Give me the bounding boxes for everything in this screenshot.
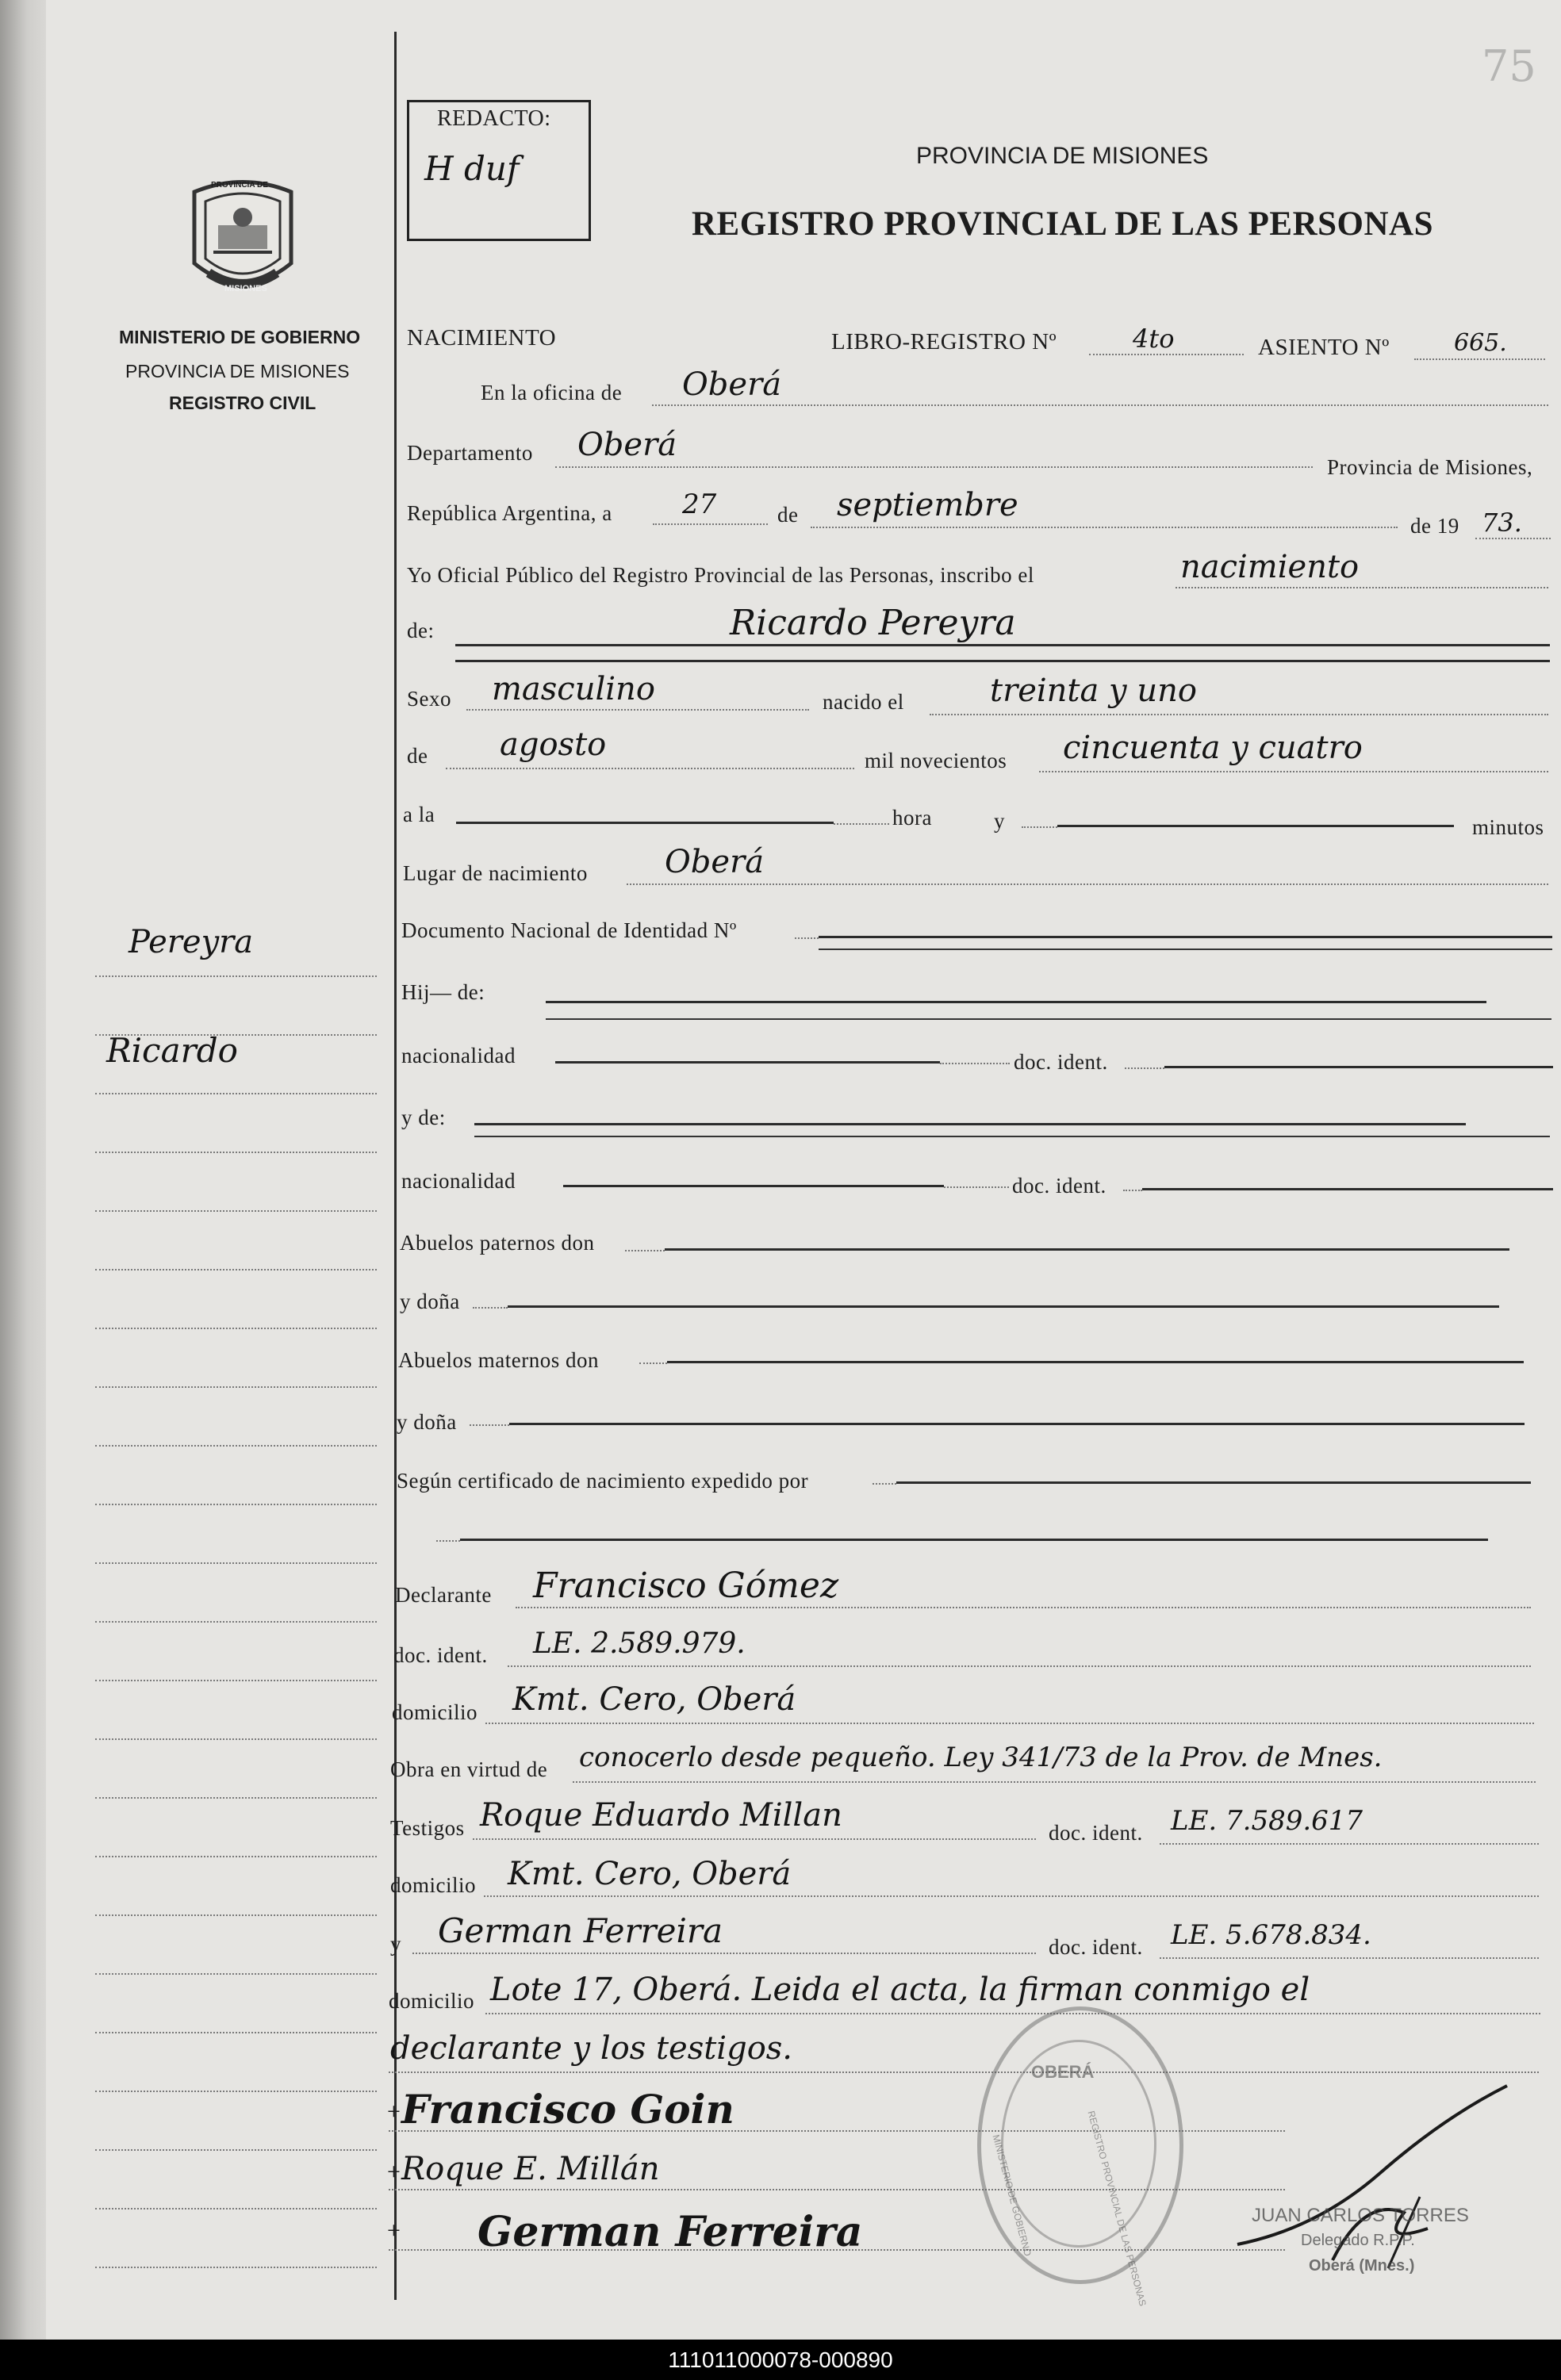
dia-line	[653, 523, 768, 525]
segun-label: Según certificado de nacimiento expedido por	[397, 1469, 809, 1493]
margin-ruled-line	[95, 975, 377, 977]
anio-value: 73.	[1482, 508, 1522, 538]
margin-surname: Pereyra	[128, 924, 254, 960]
departamento-value: Oberá	[577, 427, 677, 463]
docident-label: doc. ident.	[393, 1643, 488, 1667]
lugar-line	[627, 883, 1548, 885]
declarante-label: Declarante	[395, 1583, 492, 1607]
province-heading: PROVINCIA DE MISIONES	[916, 143, 1209, 169]
nac1-line	[555, 1061, 940, 1064]
signature-cross-2: +	[387, 2159, 401, 2185]
oficina-line	[652, 404, 1548, 406]
signature-declarante: Francisco Goin	[401, 2086, 734, 2133]
ydona-line	[508, 1305, 1499, 1308]
domicilio2-value: Kmt. Cero, Oberá	[508, 1856, 792, 1892]
dni-line-b	[819, 936, 1552, 938]
min-line-b	[1057, 825, 1454, 827]
margin-ruled-line	[95, 1269, 377, 1270]
margin-ruled-line	[95, 2032, 377, 2033]
domicilio3-label: domicilio	[389, 1989, 474, 2013]
dni-line-a	[795, 937, 819, 939]
margin-ruled-line	[95, 2091, 377, 2092]
ydona-dots	[473, 1307, 508, 1309]
margin-ruled-line	[95, 1328, 377, 1329]
testigos-label: Testigos	[390, 1816, 465, 1840]
ydona2-line	[509, 1423, 1525, 1425]
margin-name: Ricardo	[106, 1031, 238, 1070]
ydona2-label: y doña	[397, 1410, 457, 1434]
apat-line	[665, 1248, 1509, 1251]
declarante-line	[516, 1607, 1531, 1608]
hij-line-a	[546, 1001, 1486, 1003]
oficial-value: nacimiento	[1180, 549, 1360, 585]
margin-ruled-line	[95, 2149, 377, 2151]
signature-testigo-1: Roque E. Millán	[401, 2151, 660, 2187]
libro-line	[1089, 354, 1244, 355]
hij-label: Hij— de:	[401, 980, 485, 1004]
segun-line	[896, 1481, 1531, 1484]
y-label: y	[994, 809, 1005, 833]
nacido-label: nacido el	[823, 690, 904, 714]
apat-dots	[625, 1250, 665, 1251]
footer-id: 111011000078-000890	[0, 2340, 1561, 2380]
redacto-value: H duf	[424, 149, 520, 188]
abuelos-mat-label: Abuelos maternos don	[398, 1348, 599, 1372]
ministry-line-1: MINISTERIO DE GOBIERNO	[119, 327, 361, 347]
segun-dots-2	[436, 1540, 460, 1542]
persona-underline-1	[455, 644, 1550, 646]
margin-ruled-line	[95, 2208, 377, 2209]
yde-line-b	[474, 1136, 1550, 1137]
nacido-value: treinta y uno	[990, 673, 1197, 709]
libro-value: 4to	[1133, 324, 1175, 354]
margin-ruled-line	[95, 1914, 377, 1916]
margin-ruled-line	[95, 1093, 377, 1094]
testigo1-value: Roque Eduardo Millan	[480, 1797, 842, 1834]
hora-line-a	[456, 822, 834, 824]
hora-label: hora	[892, 806, 932, 830]
y2-label: y	[390, 1932, 401, 1956]
testigo1-doc-line	[1160, 1843, 1539, 1845]
official-place: Oberá (Mnes.)	[1309, 2257, 1415, 2275]
persona-underline-2	[455, 660, 1550, 662]
libro-label: LIBRO-REGISTRO Nº	[831, 329, 1057, 355]
mes-line	[811, 527, 1398, 528]
dni-line-c	[819, 949, 1552, 950]
departamento-line	[555, 466, 1313, 468]
de2-label: de	[407, 744, 428, 768]
margin-ruled-line	[95, 1034, 377, 1036]
anio-nac-value: cincuenta y cuatro	[1063, 730, 1363, 766]
anio-nac-line	[1039, 771, 1548, 772]
doc2-dots	[1123, 1190, 1142, 1191]
nac1-dots	[940, 1063, 1010, 1064]
dia-value: 27	[682, 489, 717, 520]
sexo-value: masculino	[492, 671, 655, 707]
oficial-label: Yo Oficial Público del Registro Provincial de las Personas, inscribo el	[407, 563, 1034, 587]
margin-ruled-line	[95, 1562, 377, 1564]
nacimiento-label: NACIMIENTO	[407, 325, 557, 351]
margin-ruled-line	[95, 1504, 377, 1505]
margin-ruled-line	[95, 2267, 377, 2268]
de-label: de	[777, 503, 799, 527]
margin-ruled-line	[95, 1445, 377, 1447]
lugar-value: Oberá	[665, 844, 765, 880]
ydona-label: y doña	[400, 1290, 460, 1313]
testigo2-doc-label: doc. ident.	[1049, 1935, 1143, 1959]
domicilio-line	[485, 1723, 1534, 1724]
hij-line-b	[546, 1018, 1551, 1020]
anio-line	[1475, 538, 1551, 539]
obra-line	[573, 1781, 1536, 1783]
hora-line-b	[834, 823, 889, 825]
domicilio-label: domicilio	[392, 1700, 478, 1724]
amat-line	[667, 1361, 1524, 1363]
doc-ident2-label: doc. ident.	[1012, 1174, 1107, 1198]
nacido-line	[930, 714, 1548, 715]
seal-bottom-text: MISIONES	[224, 284, 267, 293]
doc-ident-label: doc. ident.	[1014, 1050, 1108, 1074]
stamp-center: OBERÁ	[1031, 2062, 1095, 2082]
republica-label: República Argentina, a	[407, 501, 612, 525]
segun-dots	[873, 1483, 896, 1485]
doc1-dots	[1125, 1067, 1164, 1069]
doc2-line	[1142, 1188, 1553, 1190]
margin-ruled-line	[95, 1210, 377, 1212]
min-line-a	[1022, 826, 1057, 828]
signature-cross-1: +	[387, 2098, 401, 2125]
amat-dots	[639, 1362, 667, 1364]
asiento-label: ASIENTO Nº	[1258, 335, 1390, 360]
closing-value: declarante y los testigos.	[390, 2030, 793, 2067]
registry-title: REGISTRO PROVINCIAL DE LAS PERSONAS	[692, 205, 1434, 243]
persona-value: Ricardo Pereyra	[730, 603, 1016, 643]
sexo-line	[466, 709, 809, 711]
sexo-label: Sexo	[407, 687, 451, 711]
nac2-dots	[944, 1186, 1009, 1188]
yde-label: y de:	[401, 1106, 446, 1129]
margin-ruled-line	[95, 1152, 377, 1153]
signature-cross-3: +	[387, 2217, 401, 2244]
mes-nac-value: agosto	[500, 726, 607, 763]
domicilio2-label: domicilio	[390, 1873, 476, 1897]
stamp-ring-top: REGISTRO PROVINCIAL DE LAS PERSONAS	[1085, 2110, 1149, 2308]
doc1-line	[1164, 1066, 1553, 1068]
domicilio-value: Kmt. Cero, Oberá	[512, 1681, 796, 1718]
departamento-label: Departamento	[407, 441, 533, 465]
margin-ruled-line	[95, 1680, 377, 1681]
margin-ruled-line	[95, 1621, 377, 1623]
docident-value: LE. 2.589.979.	[533, 1627, 746, 1660]
nacionalidad2-label: nacionalidad	[401, 1169, 516, 1193]
margin-ruled-line	[95, 1386, 377, 1388]
asiento-line	[1414, 358, 1545, 360]
testigo1-line	[473, 1838, 1036, 1840]
page-number: 75	[1482, 41, 1536, 91]
yde-line-a	[474, 1123, 1466, 1125]
ydona2-dots	[470, 1424, 509, 1426]
obra-value: conocerlo desde pequeño. Ley 341/73 de la Prov. de Mnes.	[579, 1742, 1383, 1773]
mes-nac-line	[446, 768, 854, 769]
official-signature-icon	[1222, 2078, 1523, 2284]
redacto-label: REDACTO:	[437, 106, 551, 131]
testigo2-doc-value: LE. 5.678.834.	[1171, 1919, 1371, 1951]
declarante-value: Francisco Gómez	[533, 1566, 839, 1606]
domicilio2-line	[484, 1895, 1539, 1897]
margin-divider	[394, 32, 397, 2300]
lugar-label: Lugar de nacimiento	[403, 861, 588, 885]
testigo2-line	[412, 1953, 1036, 1954]
official-name: JUAN CARLOS TORRES	[1252, 2205, 1469, 2226]
nac2-line	[563, 1185, 944, 1187]
testigo2-value: German Ferreira	[438, 1911, 723, 1950]
ala-label: a la	[403, 803, 435, 826]
asiento-value: 665.	[1454, 329, 1507, 357]
oficina-label: En la oficina de	[481, 381, 623, 404]
provincia-label: Provincia de Misiones,	[1327, 455, 1533, 479]
obra-label: Obra en virtud de	[390, 1757, 548, 1781]
domicilio3-line	[485, 2013, 1540, 2014]
margin-ruled-line	[95, 1856, 377, 1857]
official-title: Delegado R.P.P.	[1301, 2232, 1415, 2249]
testigo1-doc-value: LE. 7.589.617	[1171, 1805, 1363, 1837]
testigo1-doc-label: doc. ident.	[1049, 1821, 1143, 1845]
margin-ruled-line	[95, 1797, 377, 1799]
segun-line-2	[460, 1539, 1488, 1541]
oficina-value: Oberá	[682, 366, 782, 403]
testigo2-doc-line	[1160, 1957, 1539, 1959]
abuelos-pat-label: Abuelos paternos don	[400, 1231, 595, 1255]
domicilio3-value: Lote 17, Oberá. Leida el acta, la firman conmigo el	[490, 1972, 1310, 2008]
docident-line	[508, 1665, 1531, 1667]
book-spine	[0, 0, 46, 2340]
de-colon-label: de:	[407, 619, 435, 642]
oficial-line	[1176, 587, 1548, 588]
seal-top-text: PROVINCIA DE	[211, 181, 268, 190]
nacionalidad-label: nacionalidad	[401, 1044, 516, 1067]
ministry-line-2: PROVINCIA DE MISIONES	[125, 361, 350, 381]
anio-label: de 19	[1410, 514, 1459, 538]
dni-label: Documento Nacional de Identidad Nº	[401, 918, 737, 942]
stamp-ring-bottom: MINISTERIO DE GOBIERNO	[990, 2133, 1034, 2258]
minutos-label: minutos	[1472, 815, 1544, 839]
margin-ruled-line	[95, 1973, 377, 1975]
mil-label: mil novecientos	[865, 749, 1007, 772]
mes-value: septiembre	[837, 487, 1018, 523]
margin-ruled-line	[95, 1738, 377, 1740]
signature-testigo-2: German Ferreira	[478, 2208, 863, 2256]
ministry-line-3: REGISTRO CIVIL	[169, 393, 316, 413]
closing-line	[389, 2071, 1539, 2073]
